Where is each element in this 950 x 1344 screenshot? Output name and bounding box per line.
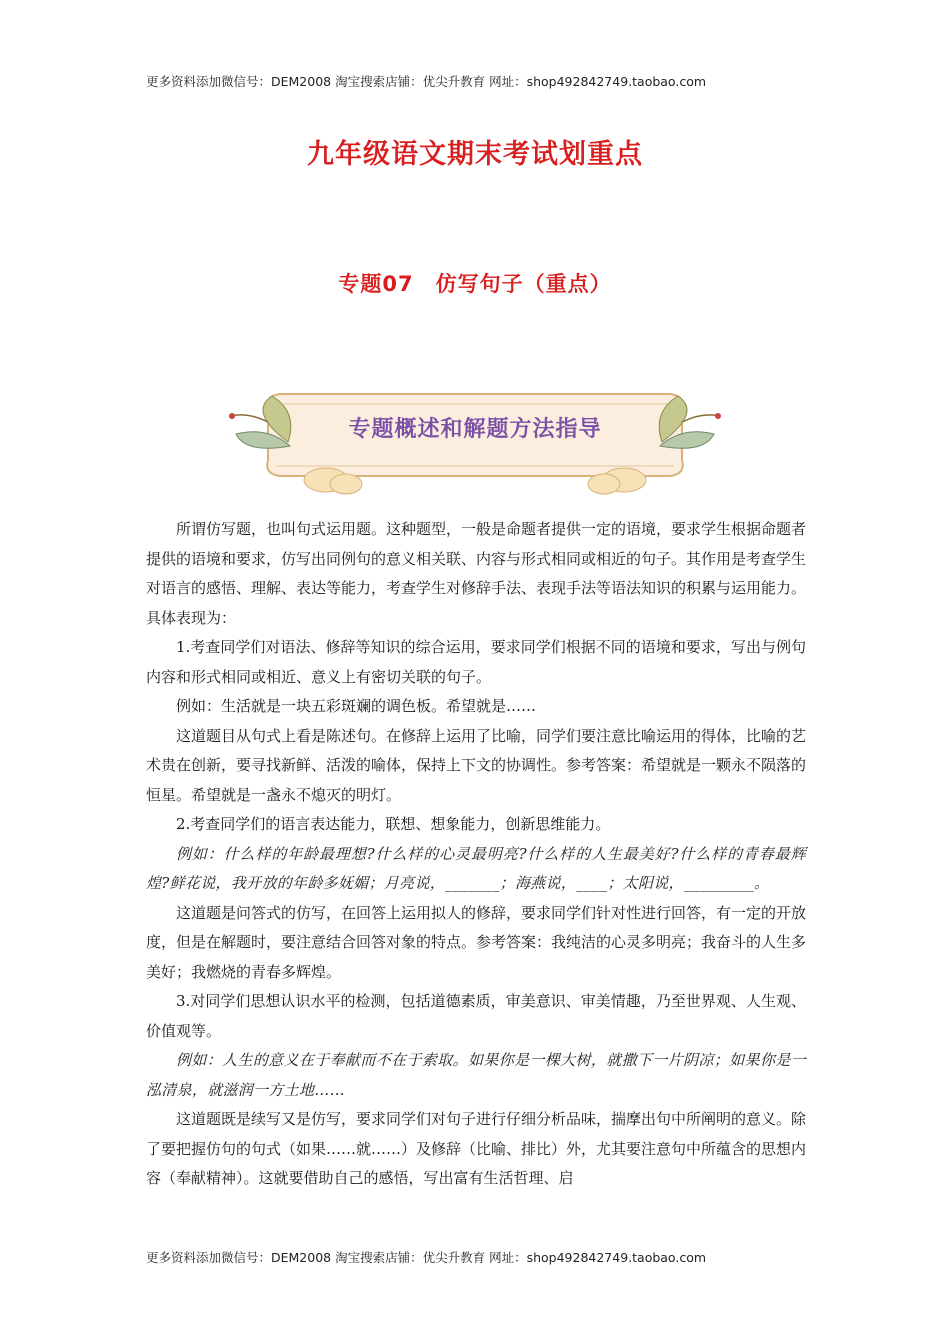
article-body (146, 515, 806, 1194)
analysis-1-paragraph: 这道题目从句式上看是陈述句。在修辞上运用了比喻，同学们要注意比喻运用的得体，比喻的艺术贵在创新，要寻找新鲜、活泼的喻体，保持上下文的协调性。参考答案：希望就是一颗永不陨落的恒星。希望就是一盏永不熄灭的明灯。 (146, 726, 807, 804)
example-1-paragraph: 例如：生活就是一块五彩斑斓的调色板。希望就是…… (176, 697, 537, 715)
document-title: 九年级语文期末考试划重点 (307, 139, 643, 170)
page-header: 更多资料添加微信号：DEM2008 淘宝搜索店铺：优尖升教育 网址：shop492842749.taobao.com (146, 74, 707, 89)
point-2-paragraph: 2.考查同学们的语言表达能力，联想、想象能力，创新思维能力。 (176, 815, 611, 833)
topic-subtitle: 专题07 仿写句子（重点） (338, 272, 612, 296)
point-1-paragraph: 1.考查同学们对语法、修辞等知识的综合运用，要求同学们根据不同的语境和要求，写出与例句内容和形式相同或相近、意义上有密切关联的句子。 (146, 638, 806, 686)
analysis-2-paragraph: 这道题是问答式的仿写，在回答上运用拟人的修辞，要求同学们针对性进行回答，有一定的开放度，但是在解题时，要注意结合回答对象的特点。参考答案：我纯洁的心灵多明亮；我奋斗的人生多美好；我燃烧的青春多辉煌。 (146, 903, 807, 981)
banner-title: 专题概述和解题方法指导 (348, 417, 602, 442)
section-banner (228, 382, 722, 498)
example-3-paragraph: 例如：人生的意义在于奉献而不在于索取。如果你是一棵大树，就撒下一片阴凉；如果你是一泓清泉，就滋润一方土地…… (146, 1051, 806, 1099)
intro-paragraph: 所谓仿写题，也叫句式运用题。这种题型，一般是命题者提供一定的语境，要求学生根据命题者提供的语境和要求，仿写出同例句的意义相关联、内容与形式相同或相近的句子。其作用是考查学生对语言的感悟、理解、表达等能力，考查学生对修辞手法、表现手法等语法知识的积累与运用能力。具体表现为： (146, 520, 807, 627)
point-3-paragraph: 3.对同学们思想认识水平的检测，包括道德素质，审美意识、审美情趣，乃至世界观、人生观、价值观等。 (146, 992, 806, 1040)
analysis-3-paragraph: 这道题既是续写又是仿写，要求同学们对句子进行仔细分析品味，揣摩出句中所阐明的意义。除了要把握仿句的句式（如果……就……）及修辞（比喻、排比）外，尤其要注意句中所蕴含的思想内容（奉献精神）。这就要借助自己的感悟，写出富有生活哲理、启 (146, 1110, 807, 1187)
example-2-paragraph: 例如：什么样的年龄最理想?什么样的心灵最明亮?什么样的人生最美好?什么样的青春最辉煌?鲜花说，我开放的年龄多妩媚；月亮说，_______；海燕说，____；太阳说，_________。 (146, 844, 806, 892)
page-footer: 更多资料添加微信号：DEM2008 淘宝搜索店铺：优尖升教育 网址：shop492842749.taobao.com (146, 1250, 707, 1265)
